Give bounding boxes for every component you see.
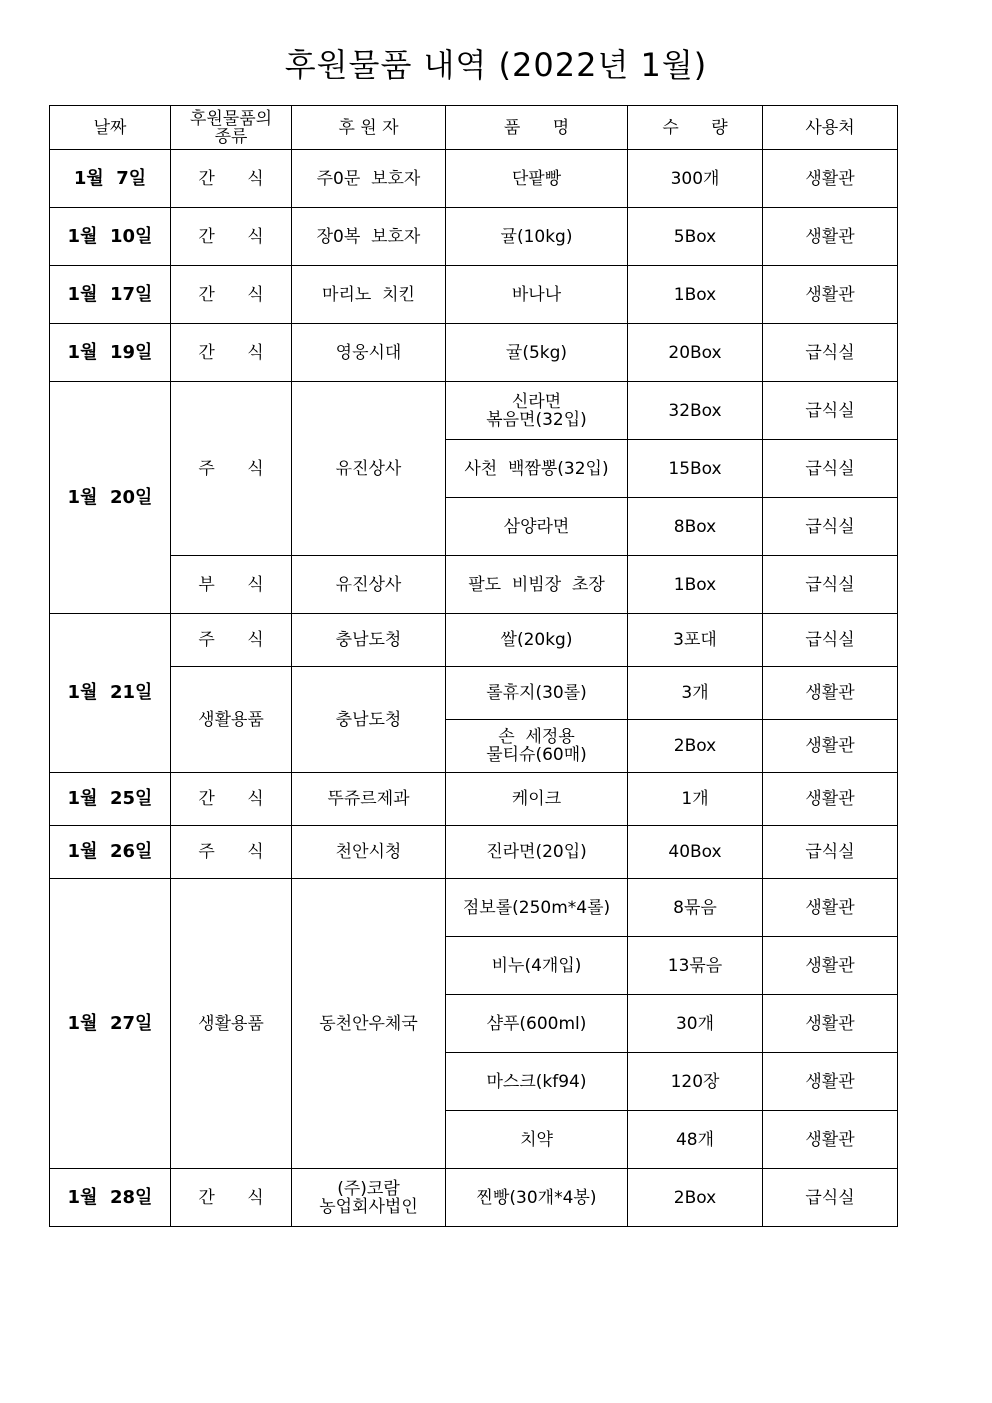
type-cell: 주 식 [171,614,292,667]
item-cell: 찐빵(30개*4봉) [446,1169,628,1227]
date-cell: 1월 7일 [50,150,171,208]
use-cell: 급식실 [763,382,898,440]
item-cell: 귤(5kg) [446,324,628,382]
item-line1: 손 세정용 [498,727,575,747]
donation-table [49,105,898,1227]
donor-cell: 영웅시대 [292,324,446,382]
page-title: 후원물품 내역 (2022년 1월) [284,46,708,84]
date-cell: 1월 10일 [50,208,171,266]
donor-cell: 충남도청 [292,614,446,667]
use-cell: 생활관 [763,208,898,266]
donor-cell: 유진상사 [292,382,446,556]
table-row [50,208,898,266]
item-cell: 진라면(20입) [446,826,628,879]
type-cell: 간 식 [171,208,292,266]
item-cell: 바나나 [446,266,628,324]
date-cell: 1월 28일 [50,1169,171,1227]
qty-cell: 13묶음 [628,937,763,995]
qty-cell: 5Box [628,208,763,266]
date-cell: 1월 26일 [50,826,171,879]
item-cell: 롤휴지(30롤) [446,667,628,720]
use-cell: 급식실 [763,1169,898,1227]
qty-cell: 1개 [628,773,763,826]
donor-cell: 충남도청 [292,667,446,773]
type-cell: 간 식 [171,1169,292,1227]
table-row [50,614,898,667]
donor-line1: (주)코람 [337,1178,400,1199]
header-type-line2: 종류 [214,126,248,147]
item-cell: 샴푸(600ml) [446,995,628,1053]
item-cell: 단팥빵 [446,150,628,208]
table-row [50,826,898,879]
header-row [50,106,898,150]
item-line1: 신라면 [511,391,562,412]
table-row [50,382,898,440]
date-cell: 1월 25일 [50,773,171,826]
table-row [50,324,898,382]
qty-cell: 2Box [628,720,763,773]
table-row [50,266,898,324]
item-cell: 쌀(20kg) [446,614,628,667]
qty-cell: 8묶음 [628,879,763,937]
item-cell: 사천 백짬뽕(32입) [446,440,628,498]
header-qty: 수 량 [628,106,763,150]
table-row [50,556,898,614]
item-cell: 팔도 비빔장 초장 [446,556,628,614]
date-cell: 1월 17일 [50,266,171,324]
item-cell: 비누(4개입) [446,937,628,995]
donor-cell [292,1169,446,1227]
type-cell: 주 식 [171,382,292,556]
qty-cell: 48개 [628,1111,763,1169]
table-row [50,1169,898,1227]
use-cell: 생활관 [763,667,898,720]
qty-cell: 15Box [628,440,763,498]
table-row [50,879,898,937]
header-type-line1: 후원물품의 [189,108,273,129]
item-cell: 마스크(kf94) [446,1053,628,1111]
type-cell: 간 식 [171,324,292,382]
donor-cell: 마리노 치킨 [292,266,446,324]
item-cell [446,382,628,440]
use-cell: 생활관 [763,937,898,995]
donor-cell: 동천안우체국 [292,879,446,1169]
qty-cell: 120장 [628,1053,763,1111]
item-line2: 물티슈(60매) [486,745,587,765]
date-cell: 1월 21일 [50,614,171,773]
type-cell: 부 식 [171,556,292,614]
use-cell: 생활관 [763,995,898,1053]
type-cell: 간 식 [171,150,292,208]
qty-cell: 2Box [628,1169,763,1227]
date-cell: 1월 20일 [50,382,171,614]
donor-line2: 농업회사법인 [319,1196,418,1217]
donor-cell: 장0복 보호자 [292,208,446,266]
type-cell: 생활용품 [171,879,292,1169]
qty-cell: 32Box [628,382,763,440]
qty-cell: 300개 [628,150,763,208]
type-cell: 간 식 [171,773,292,826]
use-cell: 생활관 [763,773,898,826]
donor-cell: 뚜쥬르제과 [292,773,446,826]
use-cell: 급식실 [763,498,898,556]
use-cell: 급식실 [763,614,898,667]
item-cell: 삼양라면 [446,498,628,556]
use-cell: 급식실 [763,324,898,382]
qty-cell: 3개 [628,667,763,720]
use-cell: 생활관 [763,1053,898,1111]
donor-cell: 유진상사 [292,556,446,614]
header-date: 날짜 [50,106,171,150]
use-cell: 급식실 [763,826,898,879]
item-cell: 치약 [446,1111,628,1169]
qty-cell: 20Box [628,324,763,382]
header-type [171,106,292,150]
item-cell: 귤(10kg) [446,208,628,266]
qty-cell: 40Box [628,826,763,879]
item-cell [446,720,628,773]
date-cell: 1월 27일 [50,879,171,1169]
header-use: 사용처 [763,106,898,150]
qty-cell: 3포대 [628,614,763,667]
use-cell: 급식실 [763,440,898,498]
donor-cell: 주0문 보호자 [292,150,446,208]
use-cell: 생활관 [763,150,898,208]
qty-cell: 1Box [628,556,763,614]
qty-cell: 8Box [628,498,763,556]
use-cell: 급식실 [763,556,898,614]
item-cell: 점보롤(250m*4롤) [446,879,628,937]
qty-cell: 30개 [628,995,763,1053]
item-line2: 볶음면(32입) [486,409,587,430]
item-cell: 케이크 [446,773,628,826]
table-row [50,150,898,208]
use-cell: 생활관 [763,879,898,937]
use-cell: 생활관 [763,266,898,324]
table-row [50,773,898,826]
type-cell: 간 식 [171,266,292,324]
header-donor: 후 원 자 [292,106,446,150]
type-cell: 생활용품 [171,667,292,773]
donor-cell: 천안시청 [292,826,446,879]
qty-cell: 1Box [628,266,763,324]
date-cell: 1월 19일 [50,324,171,382]
header-item: 품 명 [446,106,628,150]
type-cell: 주 식 [171,826,292,879]
table-row [50,667,898,720]
use-cell: 생활관 [763,1111,898,1169]
use-cell: 생활관 [763,720,898,773]
